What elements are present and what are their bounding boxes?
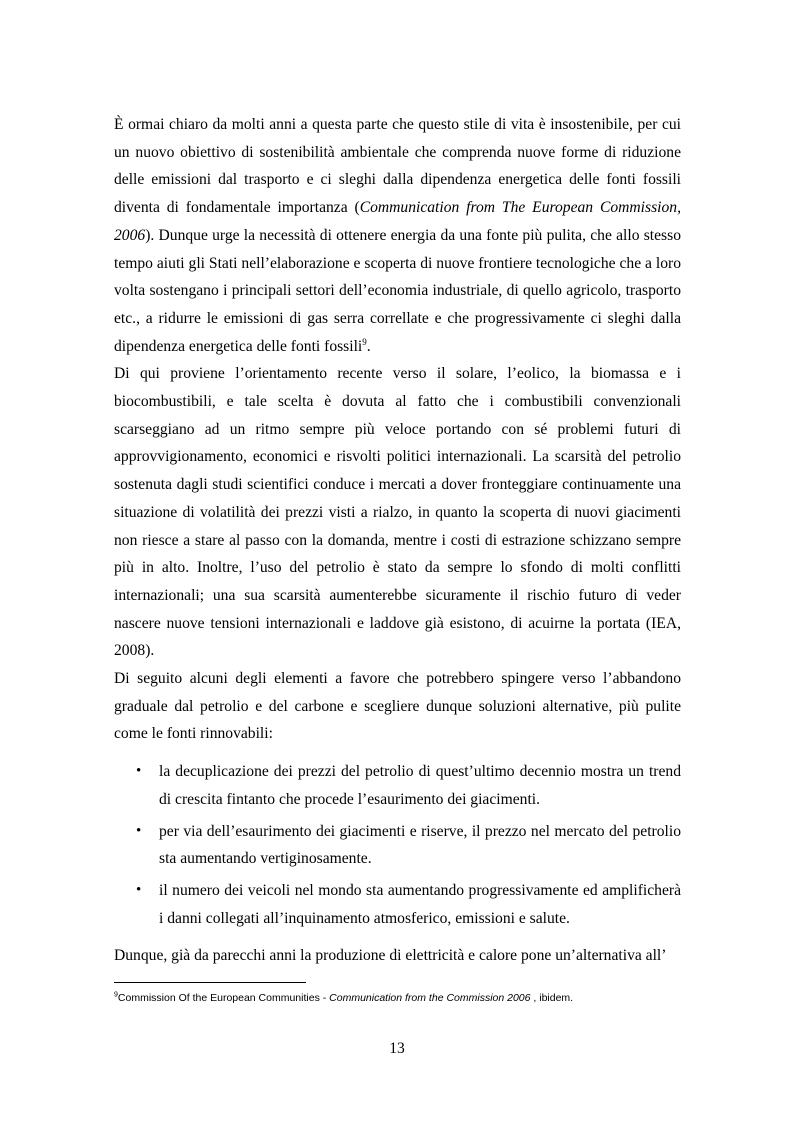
list-item — [114, 877, 681, 932]
bullet-icon: • — [136, 763, 142, 780]
list-item — [114, 758, 681, 813]
paragraph-1 — [114, 111, 681, 360]
paragraph-1-text: È ormai chiaro da molti anni a questa parte che questo stile di vita è insostenibile, per cui un nuovo obiettivo di sostenibilità ambientale che comprenda nuove forme di riduzione delle emissioni dal trasporto e ci sleghi dalla dipendenza energetica delle fonti fossili diventa di fondamentale importanza ( — [114, 116, 681, 217]
footnote-text: Commission Of the European Communities - — [117, 992, 330, 1004]
footnote-number: 9 — [114, 991, 118, 999]
page-number: 13 — [389, 1040, 405, 1057]
paragraph-3: Di seguito alcuni degli elementi a favore che potrebbero spingere verso l’abbandono graduale dal petrolio e del carbone e scegliere dunque soluzioni alternative, più pulite come le fonti rinnovabili: — [114, 670, 681, 743]
paragraph-4: Dunque, già da parecchi anni la produzione di elettricità e calore pone un’alternativa all’ — [114, 947, 667, 965]
bullet-list — [114, 758, 681, 932]
bullet-icon: • — [136, 881, 142, 898]
paragraph-1-end: . — [366, 337, 371, 355]
footnote-separator — [114, 982, 306, 983]
list-item-text: per via dell’esaurimento dei giacimenti e riserve, il prezzo nel mercato del petrolio sta aumentando vertiginosamente. — [159, 822, 681, 868]
citation-italic: Communication from The European Commission, 2006 — [114, 199, 681, 244]
list-item-text: la decuplicazione dei prezzi del petrolio di quest’ultimo decennio mostra un trend di crescita fintanto che procede l’esaurimento dei giacimenti. — [159, 763, 681, 808]
footnote — [114, 991, 694, 1005]
footnote-reference[interactable]: 9 — [362, 336, 367, 347]
list-item-text: il numero dei veicoli nel mondo sta aumentando progressivamente ed amplificherà i danni collegati all’inquinamento atmosferico, emissioni e salute. — [159, 881, 681, 927]
footnote-text-end: , ibidem. — [530, 992, 574, 1004]
paragraph-2: Di qui proviene l’orientamento recente verso il solare, l’eolico, la biomassa e i biocombustibili, e tale scelta è dovuta al fatto che i combustibili convenzionali scarseggiano ad un ritmo sempre più veloce portando con sé problemi futuri di approvvigionamento, economici e risvolti politici internazionali. La scarsità del petrolio sostenuta dagli studi scientifici conduce i mercati a dover fronteggiare continuamente una situazione di volatilità dei prezzi visti a rialzo, in quanto la scoperta di nuovi giacimenti non riesce a stare al passo con la domanda, mentre i costi di estrazione schizzano sempre più in alto. Inoltre, l’uso del petrolio è stato da sempre lo sfondo di molti conflitti internazionali; una sua scarsità aumenterebbe sicuramente il rischio futuro di veder nascere nuove tensioni internazionali e laddove già esistono, di acuirne la portata (IEA, 2008). — [114, 365, 681, 660]
bullet-icon: • — [136, 822, 142, 839]
list-item — [114, 818, 681, 873]
paragraph-1-text-cont: ). Dunque urge la necessità di ottenere energia da una fonte più pulita, che allo stesso tempo aiuti gli Stati nell’elaborazione e scoperta di nuove frontiere tecnologiche che a loro volta sostengano i principali settori dell’economia industriale, di quello agricolo, trasporto etc., a ridurre le emissioni di gas serra correllate e che progressivamente ci sleghi dalla dipendenza energetica delle fonti fossili — [114, 226, 681, 355]
footnote-italic-title: Communication from the Commission 2006 — [329, 992, 531, 1004]
body-text — [114, 111, 681, 970]
